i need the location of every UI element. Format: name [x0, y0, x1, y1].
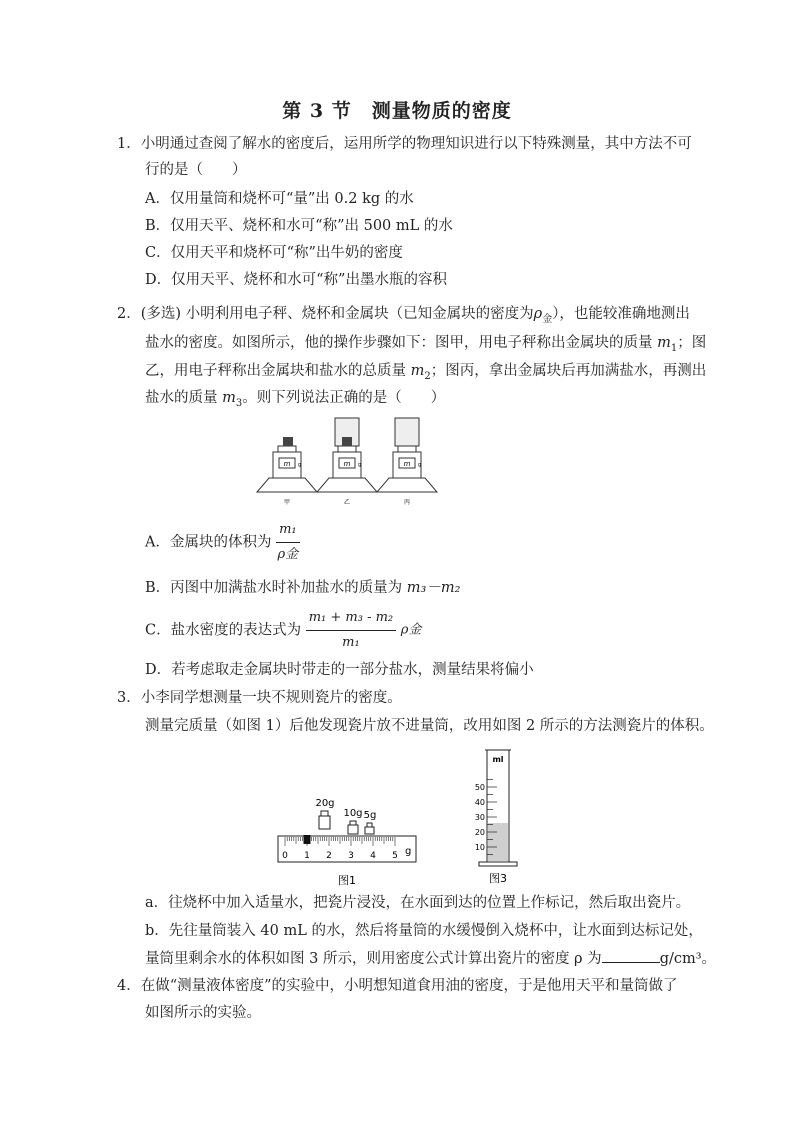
scale-unit: g — [298, 462, 302, 468]
beam-tick-label: 2 — [326, 851, 332, 861]
scale-reading-m3: m — [403, 460, 411, 468]
q3-step-a: a．往烧杯中加入适量水，把瓷片浸没，在水面到达的位置上作标记，然后取出瓷片。 — [145, 895, 691, 911]
q4-stem-line2: 如图所示的实验。 — [145, 1005, 261, 1021]
fraction-volume: $\frac{\text{m₁}}{\text{ρ金}}$ — [277, 522, 299, 562]
weight-label-20g: 20g — [315, 798, 335, 809]
q2-stem-line4: 盐水的质量 $m_3$。则下列说法正确的是（ ） — [145, 390, 446, 409]
q3-step-b-line2: 量筒里剩余水的体积如图 3 所示，则用密度公式计算出瓷片的密度 ρ 为 g/cm³。 — [145, 948, 716, 969]
scale-reading-m2: m — [343, 460, 351, 468]
weight-20g — [321, 811, 328, 816]
cylinder-unit: ml — [492, 755, 504, 764]
scale-unit: g — [418, 462, 422, 468]
q2-stem-line3: 乙，用电子秤称出金属块和盐水的总质量 $m_2$；图丙，拿出金属块后再加满盐水，再测出 — [145, 363, 707, 382]
cylinder-tick-label: 10 — [474, 843, 485, 852]
cylinder-tick-label: 20 — [474, 828, 485, 837]
fig3-caption: 图3 — [489, 872, 507, 885]
cylinder-tick-label: 30 — [474, 813, 485, 822]
beam-unit: g — [405, 846, 412, 857]
weight-label-5g: 5g — [363, 810, 377, 821]
beam-tick-label: 0 — [282, 851, 288, 861]
q3-step-b-line1: b．先往量筒装入 40 mL 的水，然后将量筒的水缓慢倒入烧杯中，让水面到达标记处， — [145, 923, 703, 939]
weight-5g — [367, 823, 372, 827]
page-title: 第 3 节 测量物质的密度 — [282, 100, 512, 122]
q3-figure3-cylinder — [470, 742, 530, 887]
q2-option-b: B．丙图中加满盐水时补加盐水的质量为 m₃－m₂ — [145, 580, 461, 596]
metal-block — [283, 437, 293, 446]
q1-option-b: B．仅用天平、烧杯和水可“称”出 500 mL 的水 — [145, 218, 453, 234]
scale-bing — [377, 418, 437, 506]
fig1-caption: 图1 — [338, 874, 356, 887]
q2-option-d: D．若考虑取走金属块时带走的一部分盐水，测量结果将偏小 — [145, 662, 534, 678]
q4-stem-line1: 4．在做“测量液体密度”的实验中，小明想知道食用油的密度，于是他用天平和量筒做了 — [117, 978, 678, 994]
beam-tick-label: 4 — [370, 851, 376, 861]
q2-option-c: C．盐水密度的表达式为 $\frac{\text{m₁ + m₃ - m₂}}{\text{m₁}}$ ρ金 — [145, 608, 421, 653]
metal-block — [342, 437, 352, 446]
answer-blank[interactable] — [602, 948, 660, 963]
beam-tick-label: 5 — [392, 851, 398, 861]
q1-option-d: D．仅用天平、烧杯和水可“称”出墨水瓶的容积 — [145, 272, 447, 288]
beam-tick-label: 1 — [304, 851, 310, 861]
q1-stem-line1: 1．小明通过查阅了解水的密度后，运用所学的物理知识进行以下特殊测量，其中方法不可 — [117, 136, 692, 152]
q1-stem-line2: 行的是（ ） — [145, 162, 247, 178]
q3-stem-line2: 测量完质量（如图 1）后他发现瓷片放不进量筒，改用如图 2 所示的方法测瓷片的体积。 — [145, 718, 714, 734]
q2-option-a: A．金属块的体积为 $\frac{\text{m₁}}{\text{ρ金}}$ — [145, 520, 300, 565]
q3-stem: 3．小李同学想测量一块不规则瓷片的密度。 — [117, 690, 402, 706]
cylinder-tick-label: 40 — [474, 798, 485, 807]
q2-stem-line1: 2．(多选) 小明利用电子秤、烧杯和金属块（已知金属块的密度为$\rho_金$），也能较准确地测出 — [117, 306, 690, 325]
scale-unit: g — [358, 462, 362, 468]
q1-option-c: C．仅用天平和烧杯可“称”出牛奶的密度 — [145, 245, 403, 261]
rider — [304, 835, 311, 844]
caption-yi: 乙 — [343, 499, 351, 506]
cylinder-tick-label: 50 — [474, 783, 485, 792]
q1-option-a: A．仅用量筒和烧杯可“量”出 0.2 kg 的水 — [145, 191, 414, 207]
beam-tick-label: 3 — [348, 851, 354, 861]
weight-10g — [350, 821, 356, 825]
q3-figure1-balance — [275, 792, 420, 887]
weight-label-10g: 10g — [343, 808, 363, 819]
q2-stem-line2: 盐水的密度。如图所示，他的操作步骤如下：图甲，用电子秤称出金属块的质量 $m_1$；图 — [145, 335, 707, 354]
fraction-density: $\frac{\text{m₁ + m₃ - m₂}}{\text{m₁}}$ — [306, 608, 396, 653]
cylinder-water — [488, 823, 508, 861]
caption-jia: 甲 — [283, 499, 291, 506]
beaker-salt-water — [395, 418, 419, 446]
scale-yi — [317, 418, 377, 506]
caption-bing: 丙 — [403, 499, 411, 506]
scale-jia — [257, 437, 317, 506]
q2-scales-figure — [255, 412, 440, 512]
scale-reading-m1: m — [283, 460, 291, 468]
